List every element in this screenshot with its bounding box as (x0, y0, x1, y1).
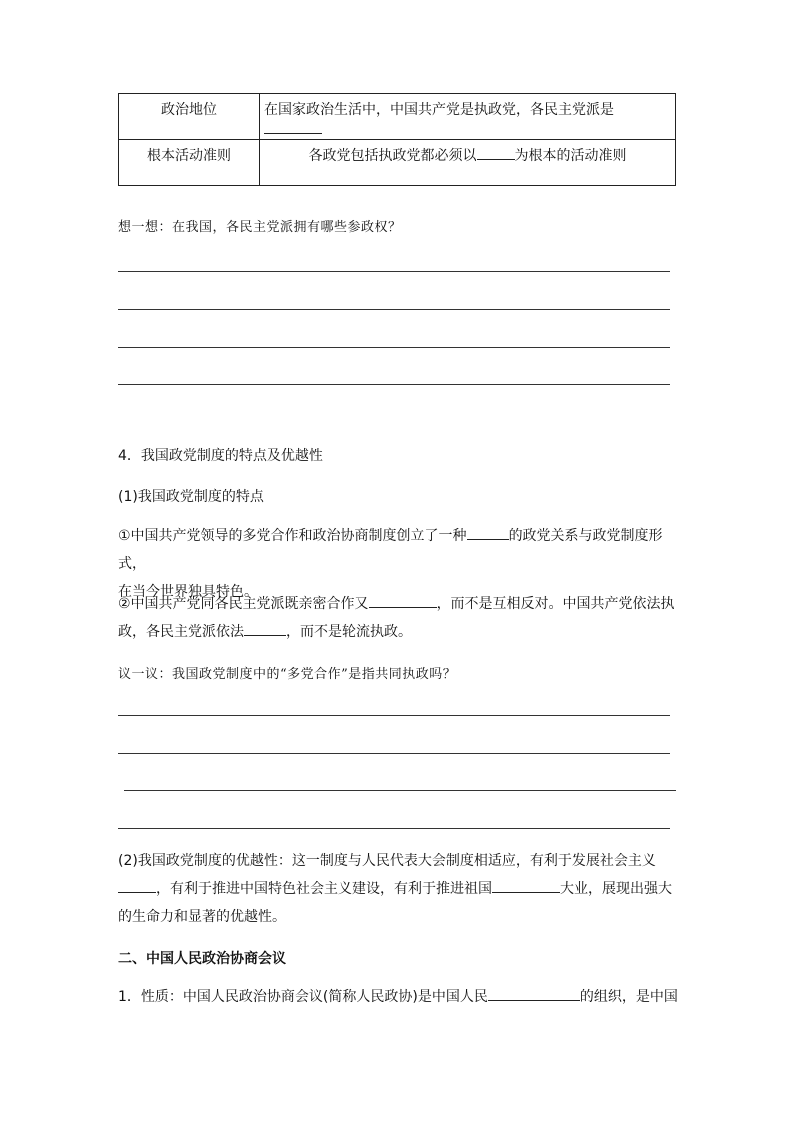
answer-line[interactable] (118, 309, 670, 310)
text: ，而不是互相反对。中国共产党依法执 (436, 596, 675, 612)
fill-blank[interactable] (244, 621, 286, 636)
text: ②中国共产党同各民主党派既亲密合作又 (118, 596, 369, 612)
table-cell-label: 政治地位 (119, 94, 260, 140)
table-cell-content (260, 140, 676, 186)
paragraph-superiority (118, 847, 678, 931)
paragraph-feature-2 (118, 590, 678, 646)
section-title: 二、中国人民政治协商会议 (118, 951, 286, 967)
text: 在当今世界独具特色。 (118, 584, 258, 600)
paragraph-nature (118, 983, 678, 1011)
text: (2)我国政党制度的优越性：这一制度与人民代表大会制度相适应，有利于发展社会主义 (118, 853, 656, 869)
text: 大业，展现出强大 (560, 881, 672, 897)
think-prompt: 想一想：在我国，各民主党派拥有哪些参政权？ (118, 220, 402, 235)
text: 的组织，是中国 (579, 989, 678, 1005)
fill-blank[interactable] (492, 878, 560, 893)
subsection-title: (1)我国政党制度的特点 (118, 489, 264, 505)
discuss-prompt: 议一议：我国政党制度中的“多党合作”是指共同执政吗？ (118, 667, 457, 682)
section-title: 4．我国政党制度的特点及优越性 (118, 448, 323, 464)
fill-blank[interactable] (467, 525, 509, 540)
answer-line[interactable] (118, 347, 670, 348)
table-row (119, 94, 676, 140)
fill-blank[interactable] (488, 986, 580, 1001)
activity-rule-text-before: 各政党包括执政党都必须以 (308, 148, 477, 164)
text: ①中国共产党领导的多党合作和政治协商制度创立了一种 (118, 528, 467, 544)
answer-line[interactable] (124, 790, 676, 791)
fill-blank[interactable] (264, 119, 322, 134)
text: 政，各民主党派依法 (118, 624, 244, 640)
text: 的生命力和显著的优越性。 (118, 909, 286, 925)
fill-blank[interactable] (477, 145, 515, 160)
answer-line[interactable] (118, 271, 670, 272)
text: ，有利于推进中国特色社会主义建设，有利于推进祖国 (156, 881, 492, 897)
text: ，而不是轮流执政。 (286, 624, 412, 640)
answer-line[interactable] (118, 753, 670, 754)
political-status-text: 在国家政治生活中，中国共产党是执政党，各民主党派是 (264, 102, 614, 118)
table-cell-label: 根本活动准则 (119, 140, 260, 186)
text: 1．性质：中国人民政治协商会议(简称人民政协)是中国人民 (118, 989, 488, 1005)
text: 的政党关系与政党制度形式， (118, 528, 663, 572)
answer-line[interactable] (118, 715, 670, 716)
answer-line[interactable] (118, 384, 670, 385)
activity-rule-text-after: 为根本的活动准则 (514, 148, 627, 164)
answer-line[interactable] (118, 828, 670, 829)
fill-blank[interactable] (118, 878, 156, 893)
party-system-table (118, 93, 676, 186)
table-row (119, 140, 676, 186)
fill-blank[interactable] (369, 593, 437, 608)
table-cell-content (260, 94, 676, 140)
